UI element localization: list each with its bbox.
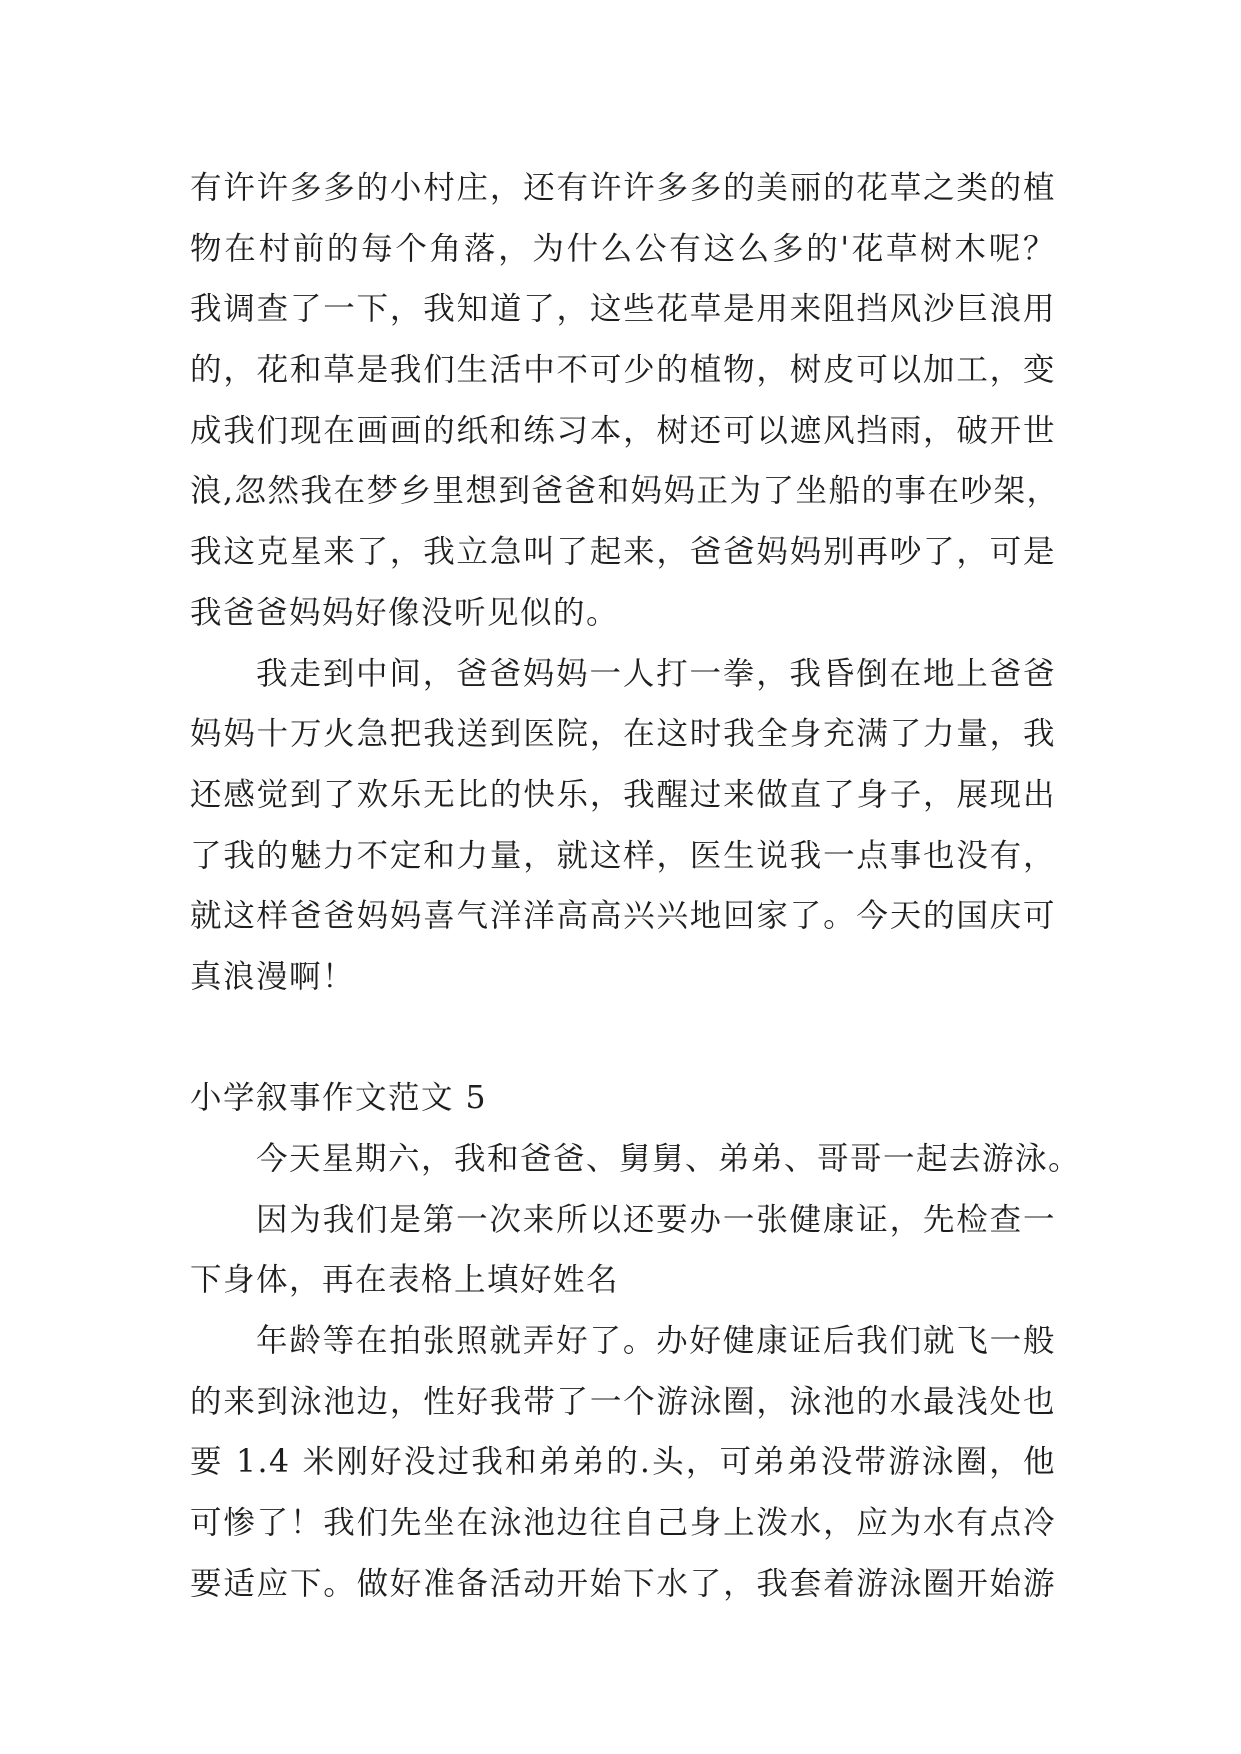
text-line: 我走到中间，爸爸妈妈一人打一拳，我昏倒在地上爸爸 [256, 655, 1056, 692]
paragraph-bottom-1 [190, 1129, 1082, 1190]
text-line: 浪,忽然我在梦乡里想到爸爸和妈妈正为了坐船的事在吵架， [190, 473, 1060, 510]
paragraph-bottom-3 [190, 1311, 1056, 1614]
text-line: 的来到泳池边，性好我带了一个游泳圈，泳池的水最浅处也 [190, 1383, 1056, 1420]
text-line: 因为我们是第一次来所以还要办一张健康证，先检查一 [256, 1201, 1056, 1238]
text-line: 今天星期六，我和爸爸、舅舅、弟弟、哥哥一起去游泳。 [256, 1141, 1082, 1177]
text-line: 真浪漫啊！ [190, 958, 356, 995]
text-line: 可惨了！我们先坐在泳池边往自己身上泼水，应为水有点冷 [190, 1505, 1056, 1542]
text-line: 我调查了一下，我知道了，这些花草是用来阻挡风沙巨浪用 [190, 291, 1056, 328]
text-line: 了我的魅力不定和力量，就这样，医生说我一点事也没有， [190, 837, 1056, 874]
section-heading: 小学叙事作文范文 5 [190, 1080, 488, 1117]
text-line: 要 1.4 米刚好没过我和弟弟的.头，可弟弟没带游泳圈，他 [190, 1444, 1056, 1481]
text-line: 有许许多多的小村庄，还有许许多多的美丽的花草之类的植 [190, 170, 1056, 206]
text-line: 我爸爸妈妈好像没听见似的。 [190, 594, 620, 631]
text-line: 还感觉到了欢乐无比的快乐，我醒过来做直了身子，展现出 [190, 776, 1056, 813]
text-line: 我这克星来了，我立急叫了起来，爸爸妈妈别再吵了，可是 [190, 534, 1056, 571]
paragraph-top-1 [190, 158, 1060, 644]
text-line: 年龄等在拍张照就弄好了。办好健康证后我们就飞一般 [256, 1323, 1056, 1360]
text-line: 物在村前的每个角落，为什么公有这么多的'花草树木呢？ [190, 230, 1056, 267]
text-line: 的，花和草是我们生活中不可少的植物，树皮可以加工，变 [190, 352, 1056, 389]
document-body [190, 158, 1082, 1615]
text-line: 成我们现在画画的纸和练习本，树还可以遮风挡雨，破开世 [190, 412, 1056, 449]
text-line: 要适应下。做好准备活动开始下水了，我套着游泳圈开始游 [190, 1565, 1056, 1602]
text-line: 下身体，再在表格上填好姓名 [190, 1262, 620, 1299]
blank-line [190, 1008, 1056, 1069]
paragraph-top-2 [190, 644, 1056, 1008]
text-line: 妈妈十万火急把我送到医院，在这时我全身充满了力量，我 [190, 716, 1056, 753]
paragraph-bottom-2 [190, 1190, 1056, 1311]
text-line: 就这样爸爸妈妈喜气洋洋高高兴兴地回家了。今天的国庆可 [190, 898, 1056, 935]
